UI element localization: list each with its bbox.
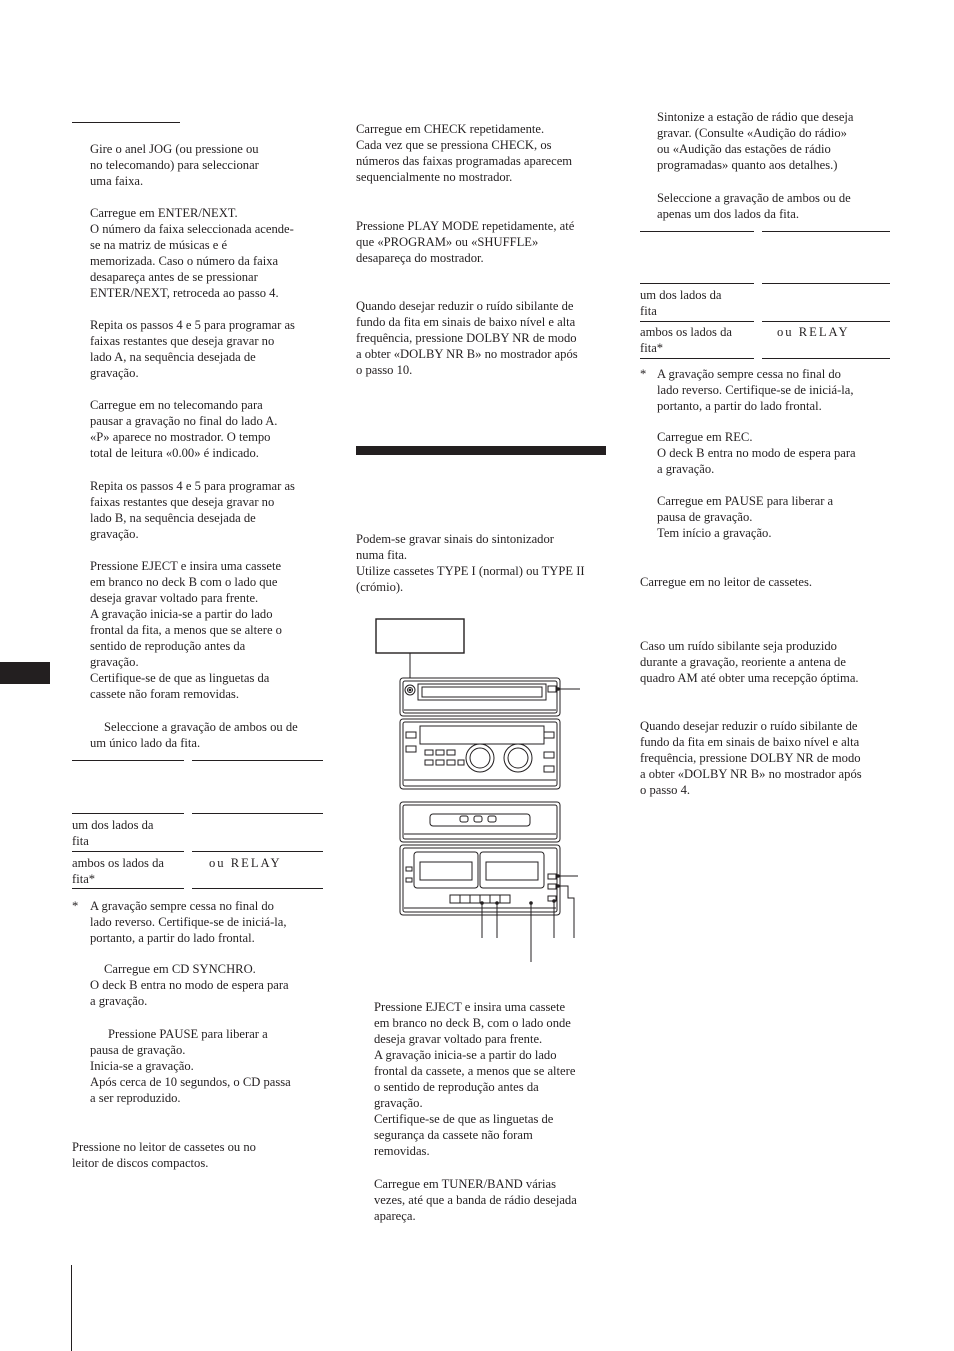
col3-table-relay: ou RELAY xyxy=(777,325,850,339)
margin-rule xyxy=(71,1265,72,1351)
col1-step-eject: Pressione EJECT e insira uma cassete em branco no deck B com o lado que deseja gravar voltado para frente. A gravação inicia-se a partir do lado frontal da fita, a menos que se altere o sentido de reprodução antes da gravação. Certifique-se de que as linguetas da cassete não foram removidas. xyxy=(90,559,282,701)
col3-table-rule xyxy=(762,283,890,284)
col3-table-rule xyxy=(762,231,890,232)
col1-table-rule xyxy=(72,888,184,889)
col1-table-rule xyxy=(72,851,184,852)
col3-step-tune: Sintonize a estação de rádio que deseja gravar. (Consulte «Audição do rádio» ou «Audição das estações de rádio programadas» quanto aos detalhes.) xyxy=(657,110,854,172)
col1-table-rule xyxy=(192,888,323,889)
col1-footnote: A gravação sempre cessa no final do lado reverso. Certifique-se de iniciá-la, portanto, a partir do lado frontal. xyxy=(90,899,287,945)
col1-table-rule xyxy=(192,851,323,852)
col2-step-tuner-band: Carregue em TUNER/BAND várias vezes, até que a banda de rádio desejada apareça. xyxy=(374,1177,577,1223)
col3-table-rule xyxy=(762,358,890,359)
col2-tuner-intro: Podem-se gravar sinais do sintonizador numa fita. Utilize cassetes TYPE I (normal) ou TYPE II (crómio). xyxy=(356,532,585,594)
col2-cancel-program: Pressione PLAY MODE repetidamente, até que «PROGRAM» ou «SHUFFLE» desapareça do mostrador. xyxy=(356,219,575,265)
section-heading-bar xyxy=(356,446,606,455)
col2-check-program: Carregue em CHECK repetidamente. Cada vez que se pressiona CHECK, os números das faixas programadas aparecem sequencialmente no mostrador. xyxy=(356,122,573,184)
col1-table-rule xyxy=(72,760,184,761)
col3-step-release-pause: Carregue em PAUSE para liberar a pausa de gravação. Tem início a gravação. xyxy=(657,494,834,540)
section-rule xyxy=(72,122,180,123)
col3-dolby-tip: Quando desejar reduzir o ruído sibilante de fundo da fita em sinais de baixo nível e alta frequência, pressione DOLBY NR de modo a obter «DOLBY NR B» no mostrador após o passo 4. xyxy=(640,719,862,797)
col3-table-rule xyxy=(640,283,754,284)
col1-table-rule xyxy=(72,813,184,814)
col1-note-marker: * xyxy=(72,899,79,913)
col3-table-rule xyxy=(640,358,754,359)
col1-table-row-both-sides: ambos os lados da fita* xyxy=(72,856,164,886)
col3-table-rule xyxy=(640,231,754,232)
col1-step-pause: Carregue em no telecomando para pausar a gravação no final do lado A. «P» aparece no mostrador. O tempo total de leitura «0.00» é indicado. xyxy=(90,398,278,460)
col2-dolby-tip: Quando desejar reduzir o ruído sibilante de fundo da fita em sinais de baixo nível e alta frequência, pressione DOLBY NR de modo a obter «DOLBY NR B» no mostrador após o passo 10. xyxy=(356,299,578,377)
col1-step-repeat-b: Repita os passos 4 e 5 para programar as faixas restantes que deseja gravar no lado B, na sequência desejada de gravação. xyxy=(90,479,295,541)
chapter-tab xyxy=(0,662,50,684)
col3-note-marker: * xyxy=(640,367,647,381)
col1-step-enter: Carregue em ENTER/NEXT. O número da faixa seleccionada acende- se na matriz de músicas e é memorizada. Caso o número da faixa desapareça antes de se pressionar ENTER/NEXT, retroceda ao passo 4. xyxy=(90,206,294,300)
col3-table-row-both-sides: ambos os lados da fita* xyxy=(640,325,732,355)
col1-table-rule xyxy=(192,813,323,814)
col1-table-relay: ou RELAY xyxy=(209,856,282,870)
col3-step-select-side: Seleccione a gravação de ambos ou de apenas um dos lados da fita. xyxy=(657,191,851,221)
col3-step-rec: Carregue em REC. O deck B entra no modo de espera para a gravação. xyxy=(657,430,856,476)
col3-table-rule xyxy=(762,321,890,322)
col3-footnote: A gravação sempre cessa no final do lado reverso. Certifique-se de iniciá-la, portanto, a partir do lado frontal. xyxy=(657,367,854,413)
col2-step-eject: Pressione EJECT e insira uma cassete em branco no deck B, com o lado onde deseja gravar voltado para frente. A gravação inicia-se a partir do lado frontal da cassete, a menos que se altere o sentido de reprodução antes da gravação. Certifique-se de que as linguetas de segurança da cassete não foram removidas. xyxy=(374,1000,576,1158)
stereo-system-diagram xyxy=(370,612,590,968)
col1-table-rule xyxy=(192,760,323,761)
col3-table-rule xyxy=(640,321,754,322)
col1-table-row-one-side: um dos lados da fita xyxy=(72,818,154,848)
col3-am-antenna-tip: Caso um ruído sibilante seja produzido durante a gravação, reoriente a antena de quadro AM até obter uma recepção óptima. xyxy=(640,639,859,685)
col1-step-jog: Gire o anel JOG (ou pressione ou no telecomando) para seleccionar uma faixa. xyxy=(90,142,259,188)
col3-stop-recording: Carregue em no leitor de cassetes. xyxy=(640,575,813,589)
col1-step-select-side: Seleccione a gravação de ambos ou de um único lado da fita. xyxy=(90,720,298,750)
col1-step-release-pause: Pressione PAUSE para liberar a pausa de gravação. Inicia-se a gravação. Após cerca de 10 segundos, o CD passa a ser reproduzido. xyxy=(90,1027,291,1105)
col1-step-repeat-a: Repita os passos 4 e 5 para programar as faixas restantes que deseja gravar no lado A, na sequência desejada de gravação. xyxy=(90,318,295,380)
col3-table-row-one-side: um dos lados da fita xyxy=(640,288,722,318)
col1-stop-recording: Pressione no leitor de cassetes ou no leitor de discos compactos. xyxy=(72,1140,256,1170)
col1-step-cd-synchro: Carregue em CD SYNCHRO. O deck B entra no modo de espera para a gravação. xyxy=(90,962,289,1008)
